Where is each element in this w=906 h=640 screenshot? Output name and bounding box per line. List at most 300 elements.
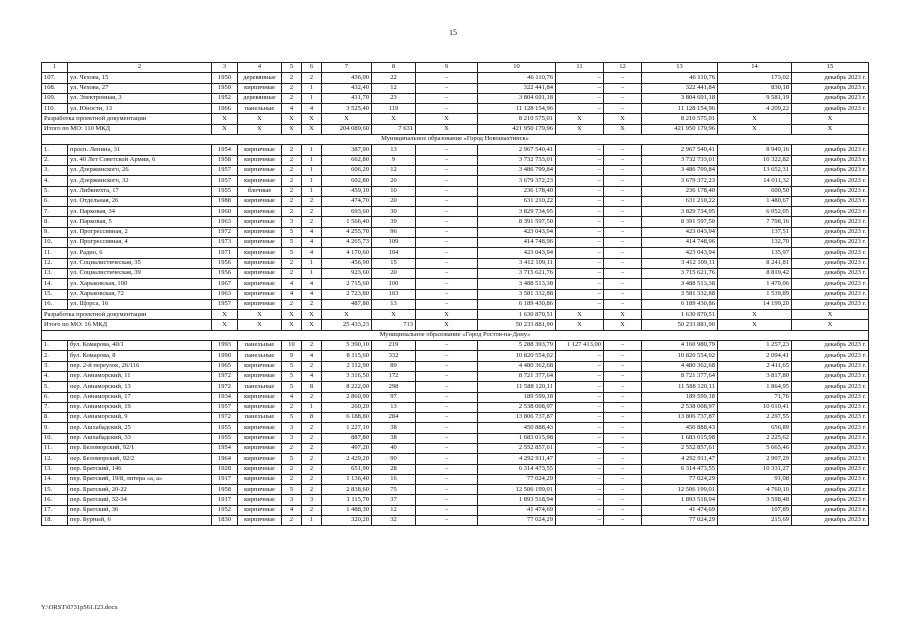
table-cell: 23 xyxy=(372,93,416,103)
table-cell: 2 xyxy=(282,268,302,278)
table-cell: кирпичные xyxy=(238,485,282,495)
table-cell: 38 xyxy=(372,433,416,443)
table-cell: 432,40 xyxy=(322,83,372,93)
table-cell: 107,89 xyxy=(718,505,792,515)
table-cell: – xyxy=(604,186,642,196)
table-cell: 41 474,69 xyxy=(642,505,718,515)
table-cell: – xyxy=(416,351,478,361)
table-cell: 1957 xyxy=(212,176,238,186)
table-cell: 1 480,67 xyxy=(718,196,792,206)
table-cell: 109 xyxy=(372,238,416,248)
table-cell: – xyxy=(556,402,604,412)
table-cell: 103 xyxy=(372,289,416,299)
table-cell: 13 xyxy=(372,299,416,309)
table-cell: декабрь 2023 г. xyxy=(792,371,869,381)
table-cell: 4 265,73 xyxy=(322,238,372,248)
table-cell: 1972 xyxy=(212,413,238,423)
table-cell: пер. Аннаморский, 9 xyxy=(68,413,212,423)
table-cell: декабрь 2023 г. xyxy=(792,165,869,175)
table-cell: – xyxy=(416,423,478,433)
table-cell: 2 552 857,61 xyxy=(478,443,556,453)
table-cell: – xyxy=(556,516,604,526)
table-cell: декабрь 2023 г. xyxy=(792,207,869,217)
table-cell: кирпичные xyxy=(238,145,282,155)
table-cell: 18. xyxy=(42,516,68,526)
table-cell: 1967 xyxy=(212,279,238,289)
table-cell: 89 xyxy=(372,361,416,371)
table-cell: 1972 xyxy=(212,227,238,237)
column-number-cell: 13 xyxy=(642,63,718,73)
table-cell: 1 539,89 xyxy=(718,289,792,299)
table-cell: просп. Ленина, 31 xyxy=(68,145,212,155)
table-cell: – xyxy=(604,258,642,268)
table-cell: – xyxy=(416,268,478,278)
table-cell: 2 xyxy=(282,258,302,268)
summary-cell: X xyxy=(556,320,604,330)
column-number-cell: 1 xyxy=(42,63,68,73)
table-cell: 8 391 597,50 xyxy=(478,217,556,227)
table-cell: 77 024,29 xyxy=(478,516,556,526)
table-cell: декабрь 2023 г. xyxy=(792,392,869,402)
table-cell: – xyxy=(604,217,642,227)
table-cell: кирпичные xyxy=(238,464,282,474)
table-cell: 173,02 xyxy=(718,73,792,83)
table-cell: декабрь 2023 г. xyxy=(792,258,869,268)
table-cell: 2 xyxy=(302,505,322,515)
table-cell: 1963 xyxy=(212,289,238,299)
table-cell: 5 288 393,79 xyxy=(478,341,556,351)
table-cell: – xyxy=(556,268,604,278)
table-cell: 8 xyxy=(302,382,322,392)
table-cell: 414 748,96 xyxy=(478,238,556,248)
summary-cell: X xyxy=(556,124,604,134)
table-cell: 77 024,29 xyxy=(642,474,718,484)
table-cell: 14 011,32 xyxy=(718,176,792,186)
table-cell: – xyxy=(556,299,604,309)
table-cell: 1957 xyxy=(212,402,238,412)
municipality-title: Муниципальное образование «Город Ростов-на-Дону» xyxy=(42,330,869,340)
table-cell: 28 xyxy=(372,464,416,474)
table-cell: 2 xyxy=(282,464,302,474)
table-cell: 459,10 xyxy=(322,186,372,196)
table-cell: пер. Братский, 32-34 xyxy=(68,495,212,505)
summary-cell: X xyxy=(302,310,322,320)
table-cell: ул. Харьковская, 100 xyxy=(68,279,212,289)
table-cell: пер. 2-й переулок, 26/116 xyxy=(68,361,212,371)
table-cell: кирпичные xyxy=(238,423,282,433)
table-row xyxy=(42,341,869,351)
table-cell: декабрь 2023 г. xyxy=(792,227,869,237)
table-cell: 108. xyxy=(42,83,68,93)
column-number-cell: 8 xyxy=(372,63,416,73)
table-cell: 3 732 733,01 xyxy=(478,155,556,165)
table-cell: 5 665,46 xyxy=(718,443,792,453)
table-cell: 1971 xyxy=(212,248,238,258)
table-cell: 4 292 911,47 xyxy=(478,454,556,464)
table-row xyxy=(42,433,869,443)
column-number-cell: 14 xyxy=(718,63,792,73)
table-cell: 132,70 xyxy=(718,238,792,248)
table-cell: кирпичные xyxy=(238,299,282,309)
summary-cell: X xyxy=(302,114,322,124)
table-cell: декабрь 2023 г. xyxy=(792,238,869,248)
summary-cell: X xyxy=(792,320,869,330)
table-row xyxy=(42,443,869,453)
table-cell: 1830 xyxy=(212,516,238,526)
table-cell: ул. Парковая, 5 xyxy=(68,217,212,227)
table-cell: декабрь 2023 г. xyxy=(792,299,869,309)
table-cell: пер. Братский, 20-22 xyxy=(68,485,212,495)
table-row xyxy=(42,196,869,206)
table-cell: 10 331,27 xyxy=(718,464,792,474)
table-cell: 1965 xyxy=(212,361,238,371)
table-cell: – xyxy=(556,464,604,474)
summary-cell: 8 210 575,01 xyxy=(642,114,718,124)
table-cell: 3 715 621,76 xyxy=(642,268,718,278)
table-cell: 189 599,18 xyxy=(642,392,718,402)
table-cell: – xyxy=(416,73,478,83)
table-cell: – xyxy=(556,423,604,433)
table-cell: 2 860,90 xyxy=(322,392,372,402)
table-cell: 14 199,20 xyxy=(718,299,792,309)
column-number-cell: 7 xyxy=(322,63,372,73)
table-cell: 2 429,20 xyxy=(322,454,372,464)
table-row xyxy=(42,186,869,196)
table-cell: 2 xyxy=(282,299,302,309)
section-header-row xyxy=(42,135,869,145)
table-cell: 2 xyxy=(282,176,302,186)
column-number-cell: 5 xyxy=(282,63,302,73)
table-cell: 46 110,76 xyxy=(642,73,718,83)
table-cell: 97 xyxy=(372,392,416,402)
table-cell: 8 819,42 xyxy=(718,268,792,278)
table-cell: – xyxy=(556,155,604,165)
table-cell: 662,80 xyxy=(322,155,372,165)
table-cell: панельные xyxy=(238,341,282,351)
table-cell: 5 xyxy=(282,361,302,371)
table-cell: 431,70 xyxy=(322,93,372,103)
table-cell: 2 411,65 xyxy=(718,361,792,371)
table-cell: 137,51 xyxy=(718,227,792,237)
summary-cell: X xyxy=(416,124,478,134)
table-cell: 10. xyxy=(42,238,68,248)
table-cell: декабрь 2023 г. xyxy=(792,73,869,83)
table-cell: 3 xyxy=(282,433,302,443)
table-cell: – xyxy=(416,227,478,237)
table-cell: 4. xyxy=(42,371,68,381)
table-cell: – xyxy=(604,474,642,484)
section-header-row xyxy=(42,330,869,340)
table-cell: 1. xyxy=(42,145,68,155)
table-cell: 9. xyxy=(42,423,68,433)
table-cell: 4 xyxy=(282,289,302,299)
table-cell: 20 xyxy=(372,196,416,206)
table-cell: – xyxy=(604,196,642,206)
table-cell: 3 581 332,88 xyxy=(642,289,718,299)
table-cell: 12 xyxy=(372,165,416,175)
summary-cell: X xyxy=(556,114,604,124)
column-number-cell: 3 xyxy=(212,63,238,73)
table-cell: 12 506 199,01 xyxy=(478,485,556,495)
table-cell: 3 598,48 xyxy=(718,495,792,505)
table-cell: 1958 xyxy=(212,485,238,495)
table-cell: 16. xyxy=(42,495,68,505)
table-row xyxy=(42,516,869,526)
table-row xyxy=(42,485,869,495)
summary-cell: 204 089,60 xyxy=(322,124,372,134)
table-cell: 1 683 015,98 xyxy=(642,433,718,443)
summary-cell: X xyxy=(718,310,792,320)
table-cell: ул. Дзержинского, 26 xyxy=(68,165,212,175)
table-cell: 387,90 xyxy=(322,145,372,155)
table-cell: декабрь 2023 г. xyxy=(792,196,869,206)
table-cell: 104 xyxy=(372,248,416,258)
summary-cell: 50 233 881,90 xyxy=(642,320,718,330)
summary-cell: 421 950 179,96 xyxy=(478,124,556,134)
table-cell: 456,90 xyxy=(322,258,372,268)
table-cell: 219 xyxy=(372,341,416,351)
table-cell: – xyxy=(604,464,642,474)
table-cell: 236 178,40 xyxy=(478,186,556,196)
table-cell: 2 xyxy=(302,443,322,453)
table-cell: декабрь 2023 г. xyxy=(792,289,869,299)
table-cell: – xyxy=(604,93,642,103)
table-cell: – xyxy=(416,104,478,114)
table-cell: – xyxy=(604,433,642,443)
table-cell: – xyxy=(416,413,478,423)
table-cell: 12 xyxy=(372,505,416,515)
table-cell: – xyxy=(556,443,604,453)
table-cell: ул. Чехова, 27 xyxy=(68,83,212,93)
table-cell: 2 907,29 xyxy=(718,454,792,464)
summary-cell: X xyxy=(212,310,238,320)
table-cell: – xyxy=(556,505,604,515)
table-cell: 20 xyxy=(372,268,416,278)
column-number-cell: 12 xyxy=(604,63,642,73)
table-cell: – xyxy=(416,258,478,268)
table-cell: 1966 xyxy=(212,104,238,114)
table-cell: 423 043,94 xyxy=(478,248,556,258)
table-cell: 2 xyxy=(302,454,322,464)
table-cell: ул. Прогрессивная, 4 xyxy=(68,238,212,248)
table-cell: кирпичные xyxy=(238,165,282,175)
table-cell: – xyxy=(416,248,478,258)
table-cell: 4 xyxy=(302,238,322,248)
table-cell: 5 xyxy=(282,485,302,495)
summary-cell: X xyxy=(238,320,282,330)
table-cell: 2 723,80 xyxy=(322,289,372,299)
table-cell: 8. xyxy=(42,217,68,227)
table-cell: 1917 xyxy=(212,495,238,505)
table-cell: ул. 40 Лет Советской Армии, 6 xyxy=(68,155,212,165)
column-number-row xyxy=(42,63,869,73)
table-cell: – xyxy=(556,176,604,186)
table-row xyxy=(42,464,869,474)
table-cell: 11 588 120,11 xyxy=(478,382,556,392)
table-cell: – xyxy=(416,505,478,515)
table-cell: 189 599,18 xyxy=(478,392,556,402)
table-cell: 2 xyxy=(302,392,322,402)
table-cell: 3 525,40 xyxy=(322,104,372,114)
table-cell: 9. xyxy=(42,227,68,237)
table-cell: – xyxy=(556,382,604,392)
table-cell: 2 xyxy=(302,207,322,217)
table-cell: 9 xyxy=(282,351,302,361)
table-cell: 4 xyxy=(282,279,302,289)
table-cell: – xyxy=(416,454,478,464)
summary-label: Разработка проектной документации xyxy=(42,114,212,124)
table-cell: 2 xyxy=(302,341,322,351)
table-cell: 4 xyxy=(302,351,322,361)
table-row xyxy=(42,289,869,299)
table-cell: 2 538 008,97 xyxy=(478,402,556,412)
table-cell: 17. xyxy=(42,505,68,515)
table-cell: – xyxy=(416,464,478,474)
table-cell: – xyxy=(604,227,642,237)
table-cell: 1988 xyxy=(212,196,238,206)
table-cell: 8 xyxy=(302,413,322,423)
table-cell: 100 xyxy=(372,279,416,289)
table-cell: 16 xyxy=(372,474,416,484)
table-cell: кирпичные xyxy=(238,238,282,248)
table-row xyxy=(42,93,869,103)
summary-cell: X xyxy=(238,310,282,320)
table-cell: 2 xyxy=(282,83,302,93)
table-cell: 1973 xyxy=(212,238,238,248)
table-cell: 90 xyxy=(372,454,416,464)
table-cell: декабрь 2023 г. xyxy=(792,474,869,484)
summary-cell: X xyxy=(212,124,238,134)
table-cell: 4 xyxy=(302,279,322,289)
table-cell: 474,70 xyxy=(322,196,372,206)
table-cell: пер. Братский, 19/8, литера «а, а» xyxy=(68,474,212,484)
table-cell: – xyxy=(604,165,642,175)
table-cell: 1 xyxy=(302,268,322,278)
table-cell: ул. Социалистическая, 35 xyxy=(68,258,212,268)
table-cell: декабрь 2023 г. xyxy=(792,361,869,371)
table-row xyxy=(42,371,869,381)
table-row xyxy=(42,104,869,114)
table-row xyxy=(42,217,869,227)
table-cell: 4 xyxy=(282,505,302,515)
table-cell: – xyxy=(416,155,478,165)
table-cell: 423 043,94 xyxy=(642,227,718,237)
table-row xyxy=(42,238,869,248)
table-cell: 2 xyxy=(282,474,302,484)
summary-cell: X xyxy=(604,310,642,320)
table-cell: – xyxy=(416,289,478,299)
table-cell: 4 xyxy=(302,248,322,258)
table-cell: – xyxy=(604,392,642,402)
table-cell: 2 xyxy=(282,207,302,217)
table-cell: 298 xyxy=(372,382,416,392)
table-cell: – xyxy=(556,474,604,484)
summary-cell: X xyxy=(792,124,869,134)
table-cell: 10 820 554,02 xyxy=(642,351,718,361)
table-cell: 651,90 xyxy=(322,464,372,474)
table-cell: 2 xyxy=(282,93,302,103)
table-cell: 5 xyxy=(282,382,302,392)
table-cell: – xyxy=(556,145,604,155)
table-cell: – xyxy=(556,217,604,227)
table-cell: 2 225,62 xyxy=(718,433,792,443)
table-cell: 1957 xyxy=(212,299,238,309)
column-number-cell: 15 xyxy=(792,63,869,73)
summary-cell: 1 630 870,51 xyxy=(478,310,556,320)
table-cell: 1 488,30 xyxy=(322,505,372,515)
table-cell: кирпичные xyxy=(238,289,282,299)
table-cell: декабрь 2023 г. xyxy=(792,423,869,433)
table-cell: 75 xyxy=(372,485,416,495)
table-cell: 107. xyxy=(42,73,68,83)
table-cell: 1955 xyxy=(212,433,238,443)
table-cell: декабрь 2023 г. xyxy=(792,279,869,289)
table-cell: 9 xyxy=(372,155,416,165)
table-cell: бул. Комарова, 8 xyxy=(68,351,212,361)
table-cell: 11 128 154,96 xyxy=(642,104,718,114)
table-cell: 1 xyxy=(302,402,322,412)
summary-cell: X xyxy=(372,114,416,124)
table-row xyxy=(42,382,869,392)
table-cell: – xyxy=(416,165,478,175)
table-cell: 5. xyxy=(42,382,68,392)
table-cell: – xyxy=(416,516,478,526)
table-cell: ул. Дзержинского, 32 xyxy=(68,176,212,186)
table-cell: 3 488 513,38 xyxy=(478,279,556,289)
table-cell: декабрь 2023 г. xyxy=(792,485,869,495)
table-cell: 6 314 473,55 xyxy=(642,464,718,474)
table-cell: декабрь 2023 г. xyxy=(792,433,869,443)
table-cell: – xyxy=(416,217,478,227)
summary-cell: X xyxy=(416,310,478,320)
table-cell: 1972 xyxy=(212,382,238,392)
table-cell: ул. Прогрессивная, 2 xyxy=(68,227,212,237)
table-cell: 5 xyxy=(282,413,302,423)
table-cell: 2 xyxy=(282,73,302,83)
table-cell: – xyxy=(416,145,478,155)
table-cell: 450 888,43 xyxy=(642,423,718,433)
table-row xyxy=(42,279,869,289)
table-cell: 284 xyxy=(372,413,416,423)
table-cell: – xyxy=(604,176,642,186)
table-row xyxy=(42,454,869,464)
table-cell: 1963 xyxy=(212,217,238,227)
table-cell: 3 804 691,18 xyxy=(478,93,556,103)
column-number-cell: 10 xyxy=(478,63,556,73)
table-cell: – xyxy=(556,413,604,423)
table-cell: 8 115,60 xyxy=(322,351,372,361)
table-cell: ул. Социалистическая, 39 xyxy=(68,268,212,278)
table-cell: 1917 xyxy=(212,474,238,484)
table-cell: 10 820 554,02 xyxy=(478,351,556,361)
table-cell: 1955 xyxy=(212,186,238,196)
table-cell: – xyxy=(416,433,478,443)
table-cell: панельные xyxy=(238,104,282,114)
table-cell: 4 xyxy=(302,371,322,381)
table-row xyxy=(42,227,869,237)
table-cell: – xyxy=(604,279,642,289)
table-cell: 631 210,22 xyxy=(642,196,718,206)
table-cell: 119 xyxy=(372,104,416,114)
table-cell: кирпичные xyxy=(238,392,282,402)
table-cell: 1957 xyxy=(212,165,238,175)
table-cell: 1 xyxy=(302,145,322,155)
table-cell: пер. Ашхабадский, 33 xyxy=(68,433,212,443)
table-cell: – xyxy=(556,371,604,381)
table-cell: ул. Щорса, 16 xyxy=(68,299,212,309)
table-cell: кирпичные xyxy=(238,433,282,443)
table-cell: 1 xyxy=(302,176,322,186)
